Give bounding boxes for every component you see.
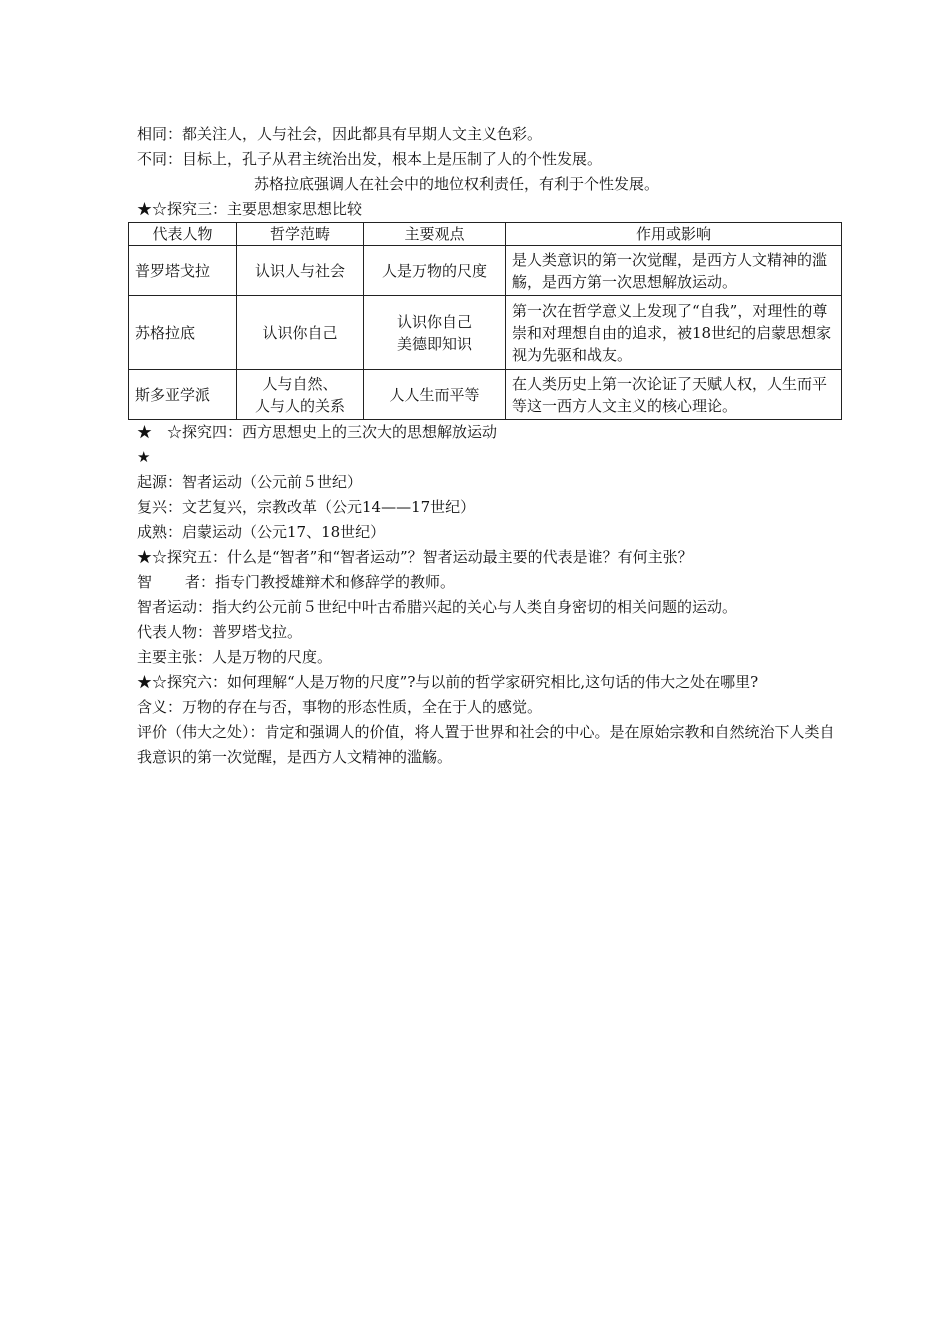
section-heading-explore-3: ★☆探究三：主要思想家思想比较 — [137, 200, 363, 218]
table-cell-name: 斯多亚学派 — [129, 370, 237, 420]
category-line: 人与人的关系 — [254, 396, 345, 415]
table-cell-name: 苏格拉底 — [129, 296, 237, 370]
text-line-sophist — [137, 570, 849, 595]
text-line-representative: 代表人物：普罗塔戈拉。 — [137, 623, 303, 641]
thinker-comparison-table — [128, 222, 842, 420]
text-line-revival: 复兴：文艺复兴，宗教改革（公元14——17世纪） — [137, 498, 476, 516]
table-cell-view: 人人生而平等 — [364, 370, 506, 420]
section-heading-explore-4: ★ ☆探究四：西方思想史上的三次大的思想解放运动 — [137, 423, 498, 441]
table-cell-category — [237, 370, 364, 420]
document-body — [137, 122, 849, 770]
table-header-cell: 哲学范畴 — [237, 223, 364, 246]
table-header-cell: 代表人物 — [129, 223, 237, 246]
section-heading-explore-6: ★☆探究六：如何理解“人是万物的尺度”?与以前的哲学家研究相比,这句话的伟大之处在哪里? — [137, 673, 759, 691]
text-line-sophist-movement: 智者运动：指大约公元前５世纪中叶古希腊兴起的关心与人类自身密切的相关问题的运动。 — [137, 598, 738, 616]
table-cell-category: 认识你自己 — [237, 296, 364, 370]
text-line-meaning: 含义：万物的存在与否，事物的形态性质，全在于人的感觉。 — [137, 698, 543, 716]
text-line-evaluation: 评价（伟大之处）：肯定和强调人的价值，将人置于世界和社会的中心。是在原始宗教和自然统治下人类自我意识的第一次觉醒，是西方人文精神的滥觞。 — [137, 723, 835, 766]
table-cell-impact: 在人类历史上第一次论证了天赋人权，人生而平等这一西方人文主义的核心理论。 — [506, 370, 842, 420]
table-header-cell: 主要观点 — [364, 223, 506, 246]
table-header-cell: 作用或影响 — [506, 223, 842, 246]
table-cell-name: 普罗塔戈拉 — [129, 246, 237, 296]
text-line-diff: 不同：目标上，孔子从君主统治出发，根本上是压制了人的个性发展。 — [137, 150, 603, 168]
section-heading-explore-5: ★☆探究五：什么是“智者”和“智者运动”？智者运动最主要的代表是谁？有何主张？ — [137, 548, 693, 566]
table-header-row — [129, 223, 842, 246]
category-line: 人与自然、 — [262, 374, 338, 393]
view-line: 美德即知识 — [396, 334, 472, 353]
text-line-socrates: 苏格拉底强调人在社会中的地位权利责任，有利于个性发展。 — [254, 175, 660, 193]
table-cell-view — [364, 296, 506, 370]
table-row — [129, 370, 842, 420]
text-line-main-claim: 主要主张：人是万物的尺度。 — [137, 648, 333, 666]
text-line-maturity: 成熟：启蒙运动（公元17、18世纪） — [137, 523, 386, 541]
sophist-term-char: 智 — [137, 573, 153, 591]
table-cell-impact: 第一次在哲学意义上发现了“自我”，对理性的尊崇和对理想自由的追求，被18世纪的启蒙思想家视为先驱和战友。 — [506, 296, 842, 370]
sophist-definition: 者：指专门教授雄辩术和修辞学的教师。 — [185, 573, 456, 591]
table-row — [129, 296, 842, 370]
text-line-origin: 起源：智者运动（公元前５世纪） — [137, 473, 363, 491]
star-line: ★ — [137, 448, 151, 466]
table-cell-impact: 是人类意识的第一次觉醒，是西方人文精神的滥觞，是西方第一次思想解放运动。 — [506, 246, 842, 296]
table-cell-view: 人是万物的尺度 — [364, 246, 506, 296]
text-line-same: 相同：都关注人，人与社会，因此都具有早期人文主义色彩。 — [137, 125, 543, 143]
view-line: 认识你自己 — [396, 312, 472, 331]
table-row — [129, 246, 842, 296]
table-cell-category: 认识人与社会 — [237, 246, 364, 296]
